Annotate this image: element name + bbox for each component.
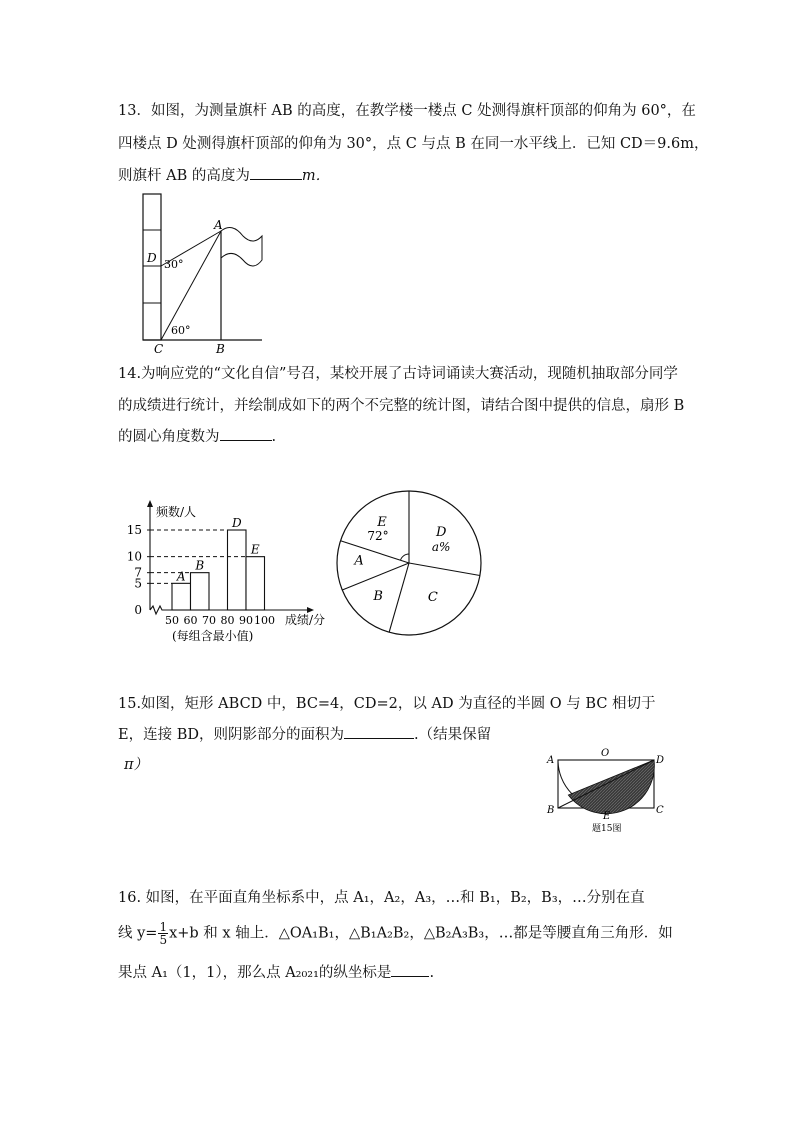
slice-label-c: C (427, 590, 438, 606)
q14-line-3-text: 的圆心角度数为 (118, 429, 220, 445)
pie-marks (341, 491, 480, 632)
y-axis-arrow (147, 500, 153, 507)
y-tick-label: 0 (134, 603, 142, 617)
histogram-note: (每组含最小值) (172, 629, 254, 643)
building-outline (143, 194, 161, 340)
q16-line-2-pre: 线 y= (118, 925, 158, 942)
bar-label-b: B (195, 558, 205, 573)
slice-label-a: A (354, 553, 364, 569)
slice-value-d: a% (431, 540, 451, 555)
q15-line-1: 15.如图，矩形 ABCD 中，BC=4，CD=2，以 AD 为直径的半圆 O 与 BC 相切于 (118, 696, 656, 712)
figure-caption: 题15图 (592, 824, 622, 834)
angle-c-label: 60° (171, 324, 191, 337)
q15-line-2-text: E，连接 BD，则阴影部分的面积为 (118, 727, 344, 743)
q16-line-2-post: x+b 和 x 轴上．△OA₁B₁，△B₁A₂B₂，△B₂A₃B₃，…都是等腰直角三角形．如 (169, 925, 673, 942)
q13-line-1: 13．如图，为测量旗杆 AB 的高度，在教学楼一楼点 C 处测得旗杆顶部的仰角为 60°，在 (118, 103, 696, 119)
sight-line-c (161, 231, 221, 340)
q15-figure (542, 745, 692, 835)
slice-label-d: D (435, 525, 447, 541)
x-tick-label: 70 (202, 614, 216, 627)
q15-line-2 (118, 724, 491, 745)
q13-unit: m． (301, 168, 331, 184)
q16-answer-blank (391, 962, 429, 977)
label-e: E (603, 811, 611, 822)
pie-divider (409, 563, 480, 576)
q13-line-3-text: 则旗杆 AB 的高度为 (118, 168, 250, 184)
y-tick-label: 15 (126, 523, 142, 537)
bar-e (246, 557, 265, 610)
label-o: O (601, 748, 610, 759)
angle-d-label: 30° (164, 258, 184, 271)
q14-line-3-end: . (271, 429, 277, 445)
q16-line-3 (118, 962, 434, 983)
fraction-numerator: 1 (159, 920, 168, 934)
q15-answer-blank (344, 724, 414, 739)
flag-shape (221, 227, 262, 266)
label-b: B (547, 805, 555, 816)
q14-answer-blank (220, 426, 272, 441)
pie-divider (389, 563, 409, 632)
slice-label-b: B (373, 588, 383, 604)
bar-b (191, 573, 210, 610)
x-tick-label: 100 (254, 614, 275, 627)
q13-line-2: 四楼点 D 处测得旗杆顶部的仰角为 30°，点 C 与点 B 在同一水平线上．已知 CD＝9.6m， (118, 136, 709, 152)
fraction-denominator: 5 (159, 933, 168, 947)
angle-arc-e (400, 554, 409, 560)
q14-line-3 (118, 426, 276, 447)
y-tick-label: 5 (134, 576, 142, 591)
label-a: A (214, 218, 223, 232)
shaded-region (568, 760, 654, 814)
label-b: B (216, 342, 225, 356)
q16-line-3-text: 果点 A₁（1，1），那么点 A₂₀₂₁的纵坐标是 (118, 965, 392, 981)
fraction (158, 921, 168, 946)
q14-line-1: 14.为响应党的“文化自信”号召，某校开展了古诗词诵读大赛活动，现随机抽取部分同学 (118, 366, 678, 382)
q16-line-3-end: . (429, 965, 435, 981)
q14-line-2: 的成绩进行统计，并绘制成如下的两个不完整的统计图，请结合图中提供的信息，扇形 B (118, 398, 685, 414)
pie-divider (342, 563, 409, 590)
histogram-marks (127, 516, 275, 627)
slice-label-e: E (377, 514, 387, 530)
y-axis-title: 频数/人 (156, 505, 197, 519)
x-tick-label: 80 (220, 614, 235, 627)
pie-divider (341, 541, 409, 563)
x-tick-label: 50 (165, 614, 179, 627)
label-a: A (547, 755, 555, 766)
label-c: C (656, 805, 664, 816)
pie-chart (332, 487, 492, 647)
q15-line-2-end: .（结果保留 (413, 727, 492, 743)
bar-label-d: D (231, 516, 242, 530)
y-tick-label: 10 (126, 549, 142, 564)
y-tick-label: 7 (134, 565, 142, 580)
bar-a (172, 583, 191, 610)
q16-line-1: 16. 如图，在平面直角坐标系中，点 A₁，A₂，A₃，…和 B₁，B₂，B₃，…分别在直 (118, 890, 645, 906)
label-d: D (147, 251, 157, 265)
x-tick-label: 90 (239, 614, 253, 627)
q16-line-2 (118, 921, 673, 946)
histogram-chart (120, 500, 350, 650)
label-d: D (656, 755, 665, 766)
bar-label-e: E (250, 542, 260, 557)
label-c: C (154, 342, 164, 356)
x-axis-title: 成绩/分 (285, 613, 326, 627)
slice-value-e: 72° (367, 528, 389, 543)
bar-label-a: A (176, 569, 186, 584)
x-tick-label: 60 (183, 614, 198, 627)
bar-d (228, 530, 247, 610)
q15-line-3: π） (124, 757, 149, 773)
